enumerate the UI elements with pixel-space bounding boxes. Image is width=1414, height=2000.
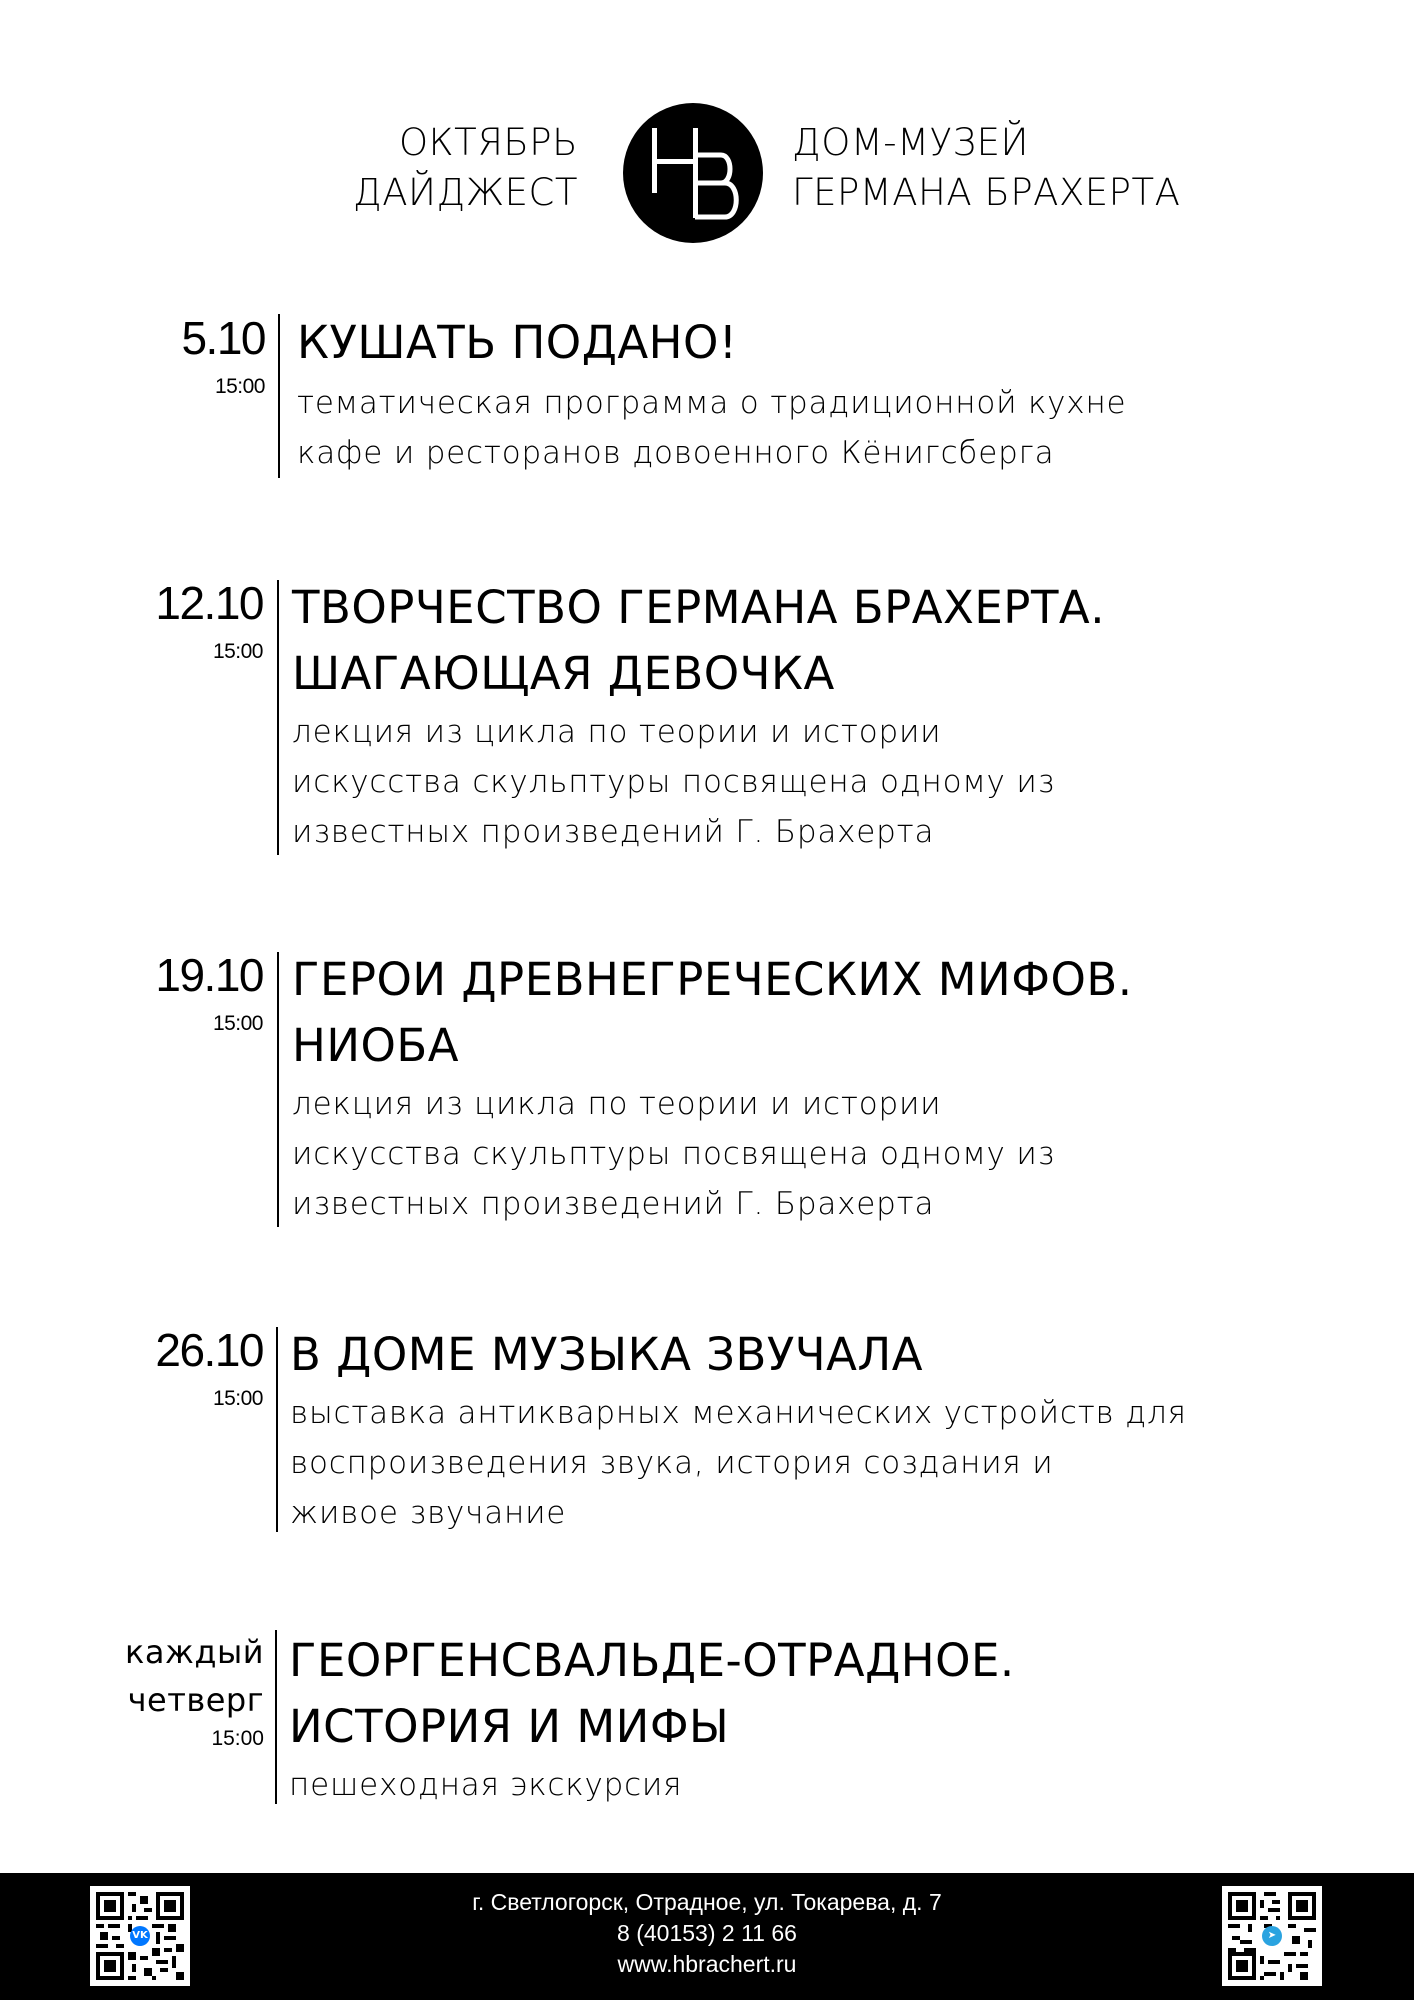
- phone-number[interactable]: 8 (40153) 2 11 66: [617, 1920, 797, 1946]
- event-date: 12.10: [155, 577, 263, 629]
- telegram-icon: ➤: [1262, 1926, 1282, 1946]
- event-content: [297, 310, 1126, 478]
- museum-logo: [623, 103, 763, 243]
- description-line: искусства скульптуры посвящена одному из: [292, 1136, 1056, 1172]
- event-content: [292, 947, 1133, 1229]
- description-line: известных произведений Г. Брахерта: [292, 814, 935, 850]
- event-recurrence: четверг: [127, 1681, 264, 1719]
- event-description: [292, 1079, 1133, 1229]
- event-title: ШАГАЮЩАЯ ДЕВОЧКА: [292, 647, 835, 700]
- contact-info: [0, 1887, 1414, 1980]
- event-divider: [277, 580, 279, 855]
- event-datetime: [83, 1322, 263, 1414]
- event-time: 15:00: [212, 640, 263, 663]
- month-label: ОКТЯБРЬ: [399, 121, 578, 164]
- event-time: 15:00: [212, 1012, 263, 1035]
- description-line: пешеходная экскурсия: [289, 1767, 683, 1803]
- museum-name-line-1: ДОМ-МУЗЕЙ: [792, 121, 1029, 164]
- event-description: [290, 1388, 1187, 1538]
- description-line: воспроизведения звука, история создания и: [290, 1445, 1054, 1481]
- event-divider: [275, 1630, 277, 1804]
- event-time: 15:00: [212, 1387, 263, 1410]
- event-divider: [277, 952, 279, 1227]
- event-title: ГЕОРГЕНСВАЛЬДЕ-ОТРАДНОЕ.: [289, 1634, 1015, 1687]
- event-time: 15:00: [214, 375, 265, 398]
- event-content: [289, 1628, 1015, 1810]
- hb-monogram-icon: [623, 103, 763, 243]
- digest-label: [353, 118, 578, 218]
- telegram-qr-code[interactable]: [1222, 1886, 1322, 1986]
- description-line: лекция из цикла по теории и истории: [292, 714, 942, 750]
- description-line: лекция из цикла по теории и истории: [292, 1086, 942, 1122]
- event-content: [292, 575, 1105, 857]
- address: г. Светлогорск, Отрадное, ул. Токарева, д. 7: [472, 1889, 942, 1915]
- digest-title: ДАЙДЖЕСТ: [353, 171, 578, 214]
- description-line: искусства скульптуры посвящена одному из: [292, 764, 1056, 800]
- event-title: КУШАТЬ ПОДАНО!: [297, 316, 738, 369]
- event-title: ТВОРЧЕСТВО ГЕРМАНА БРАХЕРТА.: [292, 581, 1106, 634]
- event-title: ИСТОРИЯ И МИФЫ: [289, 1700, 730, 1753]
- description-line: тематическая программа о традиционной кухне: [297, 385, 1127, 421]
- event-date: 26.10: [155, 1324, 263, 1376]
- event-divider: [278, 314, 280, 478]
- footer: [0, 1873, 1414, 2000]
- description-line: выставка антикварных механических устройств для: [290, 1395, 1187, 1431]
- event-description: [289, 1760, 1015, 1810]
- event-divider: [276, 1327, 278, 1532]
- event-datetime: [85, 310, 265, 402]
- description-line: живое звучание: [290, 1495, 567, 1531]
- event-time: 15:00: [211, 1727, 264, 1750]
- event-date: 5.10: [181, 312, 265, 364]
- vk-icon: VK: [130, 1926, 150, 1946]
- museum-name-line-2: ГЕРМАНА БРАХЕРТА: [792, 171, 1181, 214]
- event-description: [297, 378, 1126, 478]
- event-title: ГЕРОИ ДРЕВНЕГРЕЧЕСКИХ МИФОВ.: [292, 953, 1133, 1006]
- event-date: 19.10: [155, 949, 263, 1001]
- event-title: НИОБА: [292, 1019, 460, 1072]
- description-line: кафе и ресторанов довоенного Кёнигсберга: [297, 435, 1055, 471]
- event-description: [292, 707, 1105, 857]
- event-datetime: [83, 575, 263, 667]
- event-datetime: [83, 947, 263, 1039]
- museum-name: [792, 118, 1180, 218]
- website-link[interactable]: www.hbrachert.ru: [617, 1951, 797, 1977]
- event-title: В ДОМЕ МУЗЫКА ЗВУЧАЛА: [290, 1328, 924, 1381]
- description-line: известных произведений Г. Брахерта: [292, 1186, 935, 1222]
- event-content: [290, 1322, 1187, 1538]
- event-datetime: [84, 1628, 264, 1754]
- event-recurrence: каждый: [125, 1633, 264, 1671]
